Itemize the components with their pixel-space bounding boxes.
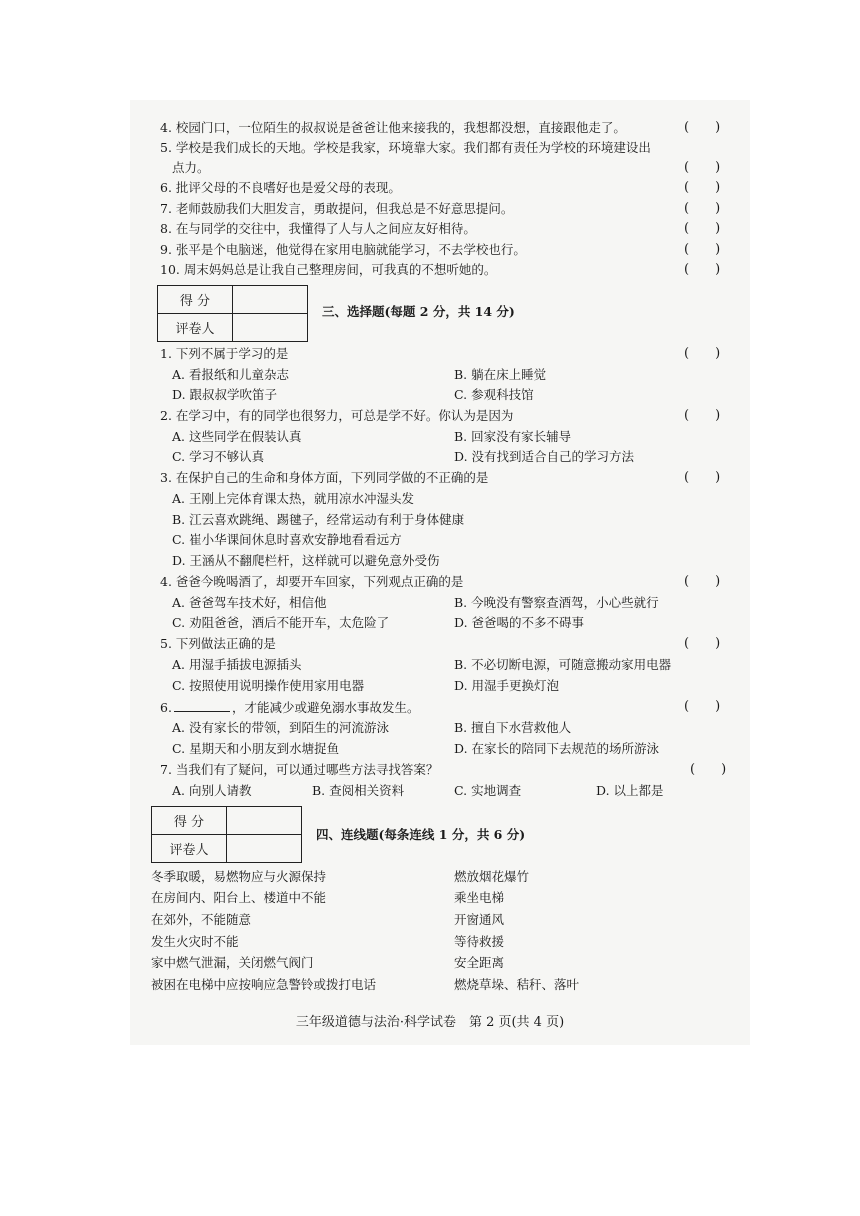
q6-blank[interactable]	[174, 697, 230, 712]
match-right-item[interactable]: 乘坐电梯	[454, 890, 505, 905]
q4-stem: 4. 爸爸今晚喝酒了，却要开车回家，下列观点正确的是	[160, 574, 464, 589]
match-right-item[interactable]: 等待救援	[454, 934, 505, 949]
score-box	[157, 285, 308, 342]
q5-option-b: B. 不必切断电源，可随意搬动家用电器	[454, 657, 672, 672]
q1-option-d: D. 跟叔叔学吹笛子	[172, 387, 278, 402]
q6-number: 6.	[160, 700, 172, 715]
answer-paren[interactable]: ( )	[684, 221, 721, 236]
answer-paren[interactable]: ( )	[684, 574, 721, 589]
q4-option-b: B. 今晚没有警察查酒驾，小心些就行	[454, 595, 659, 610]
q7-option-d: D. 以上都是	[596, 783, 664, 798]
q3-option-d: D. 王涵从不翻爬栏杆，这样就可以避免意外受伤	[172, 553, 440, 568]
q6-option-a: A. 没有家长的带领，到陌生的河流游泳	[172, 720, 389, 735]
q6-option-c: C. 星期天和小朋友到水塘捉鱼	[172, 741, 340, 756]
match-right-item[interactable]: 燃烧草垛、秸秆、落叶	[454, 977, 580, 992]
answer-paren[interactable]: ( )	[684, 408, 721, 423]
q2-option-b: B. 回家没有家长辅导	[454, 429, 572, 444]
q1-stem: 1. 下列不属于学习的是	[160, 346, 289, 361]
judge-item-6: 6. 批评父母的不良嗜好也是爱父母的表现。	[160, 180, 401, 195]
answer-paren[interactable]: ( )	[684, 346, 721, 361]
match-left-item[interactable]: 发生火灾时不能	[151, 934, 239, 949]
match-left-item[interactable]: 被困在电梯中应按响应急警铃或拨打电话	[151, 977, 377, 992]
judge-item-10: 10. 周末妈妈总是让我自己整理房间，可我真的不想听她的。	[160, 262, 497, 277]
q3-option-c: C. 崔小华课间休息时喜欢安静地看看远方	[172, 532, 402, 547]
q4-option-c: C. 劝阻爸爸，酒后不能开车，太危险了	[172, 615, 390, 630]
score-field[interactable]	[233, 286, 308, 314]
judge-item-4: 4. 校园门口，一位陌生的叔叔说是爸爸让他来接我的，我想都没想，直接跟他走了。	[160, 120, 626, 135]
match-left-item[interactable]: 家中燃气泄漏，关闭燃气阀门	[151, 955, 314, 970]
judge-item-8: 8. 在与同学的交往中，我懂得了人与人之间应友好相待。	[160, 221, 476, 236]
score-label: 得 分	[152, 807, 227, 835]
answer-paren[interactable]: ( )	[684, 699, 721, 714]
q3-option-b: B. 江云喜欢跳绳、踢毽子，经常运动有利于身体健康	[172, 512, 465, 527]
q1-option-c: C. 参观科技馆	[454, 387, 534, 402]
answer-paren[interactable]: ( )	[684, 160, 721, 175]
answer-paren[interactable]: ( )	[690, 762, 727, 777]
q1-option-b: B. 躺在床上睡觉	[454, 367, 547, 382]
match-left-item[interactable]: 在房间内、阳台上、楼道中不能	[151, 890, 327, 905]
q2-option-c: C. 学习不够认真	[172, 449, 265, 464]
page-footer: 三年级道德与法治·科学试卷 第 2 页(共 4 页)	[295, 1015, 565, 1030]
answer-paren[interactable]: ( )	[684, 120, 721, 135]
grader-field[interactable]	[227, 835, 302, 863]
q5-option-d: D. 用湿手更换灯泡	[454, 678, 560, 693]
q1-option-a: A. 看报纸和儿童杂志	[172, 367, 289, 382]
match-left-item[interactable]: 在郊外，不能随意	[151, 912, 252, 927]
q6-option-d: D. 在家长的陪同下去规范的场所游泳	[454, 741, 660, 756]
q6-stem-text: ，才能减少或避免溺水事故发生。	[231, 700, 420, 715]
answer-paren[interactable]: ( )	[684, 636, 721, 651]
answer-paren[interactable]: ( )	[684, 262, 721, 277]
grader-label: 评卷人	[152, 835, 227, 863]
q2-option-a: A. 这些同学在假装认真	[172, 429, 302, 444]
judge-item-5: 5. 学校是我们成长的天地。学校是我家，环境靠大家。我们都有责任为学校的环境建设出	[160, 140, 651, 155]
judge-item-9: 9. 张平是个电脑迷，他觉得在家用电脑就能学习，不去学校也行。	[160, 242, 526, 257]
score-field[interactable]	[227, 807, 302, 835]
q4-option-d: D. 爸爸喝的不多不碍事	[454, 615, 585, 630]
q5-option-c: C. 按照使用说明操作使用家用电器	[172, 678, 365, 693]
q5-option-a: A. 用湿手插拔电源插头	[172, 657, 302, 672]
grader-field[interactable]	[233, 314, 308, 342]
q2-option-d: D. 没有找到适合自己的学习方法	[454, 449, 635, 464]
match-right-item[interactable]: 燃放烟花爆竹	[454, 869, 530, 884]
q7-option-b: B. 查阅相关资料	[312, 783, 405, 798]
q7-option-c: C. 实地调查	[454, 783, 522, 798]
q5-stem: 5. 下列做法正确的是	[160, 636, 276, 651]
q6-stem	[160, 697, 419, 718]
match-right-item[interactable]: 安全距离	[454, 955, 505, 970]
section3-title: 三、选择题(每题 2 分，共 14 分)	[322, 304, 515, 319]
answer-paren[interactable]: ( )	[684, 180, 721, 195]
score-box	[151, 806, 302, 863]
judge-item-7: 7. 老师鼓励我们大胆发言，勇敢提问，但我总是不好意思提问。	[160, 201, 514, 216]
judge-item-5-cont: 点力。	[172, 160, 210, 175]
match-left-item[interactable]: 冬季取暖，易燃物应与火源保持	[151, 869, 327, 884]
answer-paren[interactable]: ( )	[684, 201, 721, 216]
q2-stem: 2. 在学习中，有的同学也很努力，可总是学不好。你认为是因为	[160, 408, 514, 423]
grader-label: 评卷人	[158, 314, 233, 342]
q7-stem: 7. 当我们有了疑问，可以通过哪些方法寻找答案？	[160, 762, 439, 777]
answer-paren[interactable]: ( )	[684, 242, 721, 257]
match-right-item[interactable]: 开窗通风	[454, 912, 505, 927]
q7-option-a: A. 向别人请教	[172, 783, 252, 798]
section4-title: 四、连线题(每条连线 1 分，共 6 分)	[316, 827, 526, 842]
q4-option-a: A. 爸爸驾车技术好，相信他	[172, 595, 327, 610]
answer-paren[interactable]: ( )	[684, 470, 721, 485]
score-label: 得 分	[158, 286, 233, 314]
q3-stem: 3. 在保护自己的生命和身体方面，下列同学做的不正确的是	[160, 470, 489, 485]
q3-option-a: A. 王刚上完体育课太热，就用凉水冲湿头发	[172, 491, 414, 506]
q6-option-b: B. 擅自下水营救他人	[454, 720, 572, 735]
